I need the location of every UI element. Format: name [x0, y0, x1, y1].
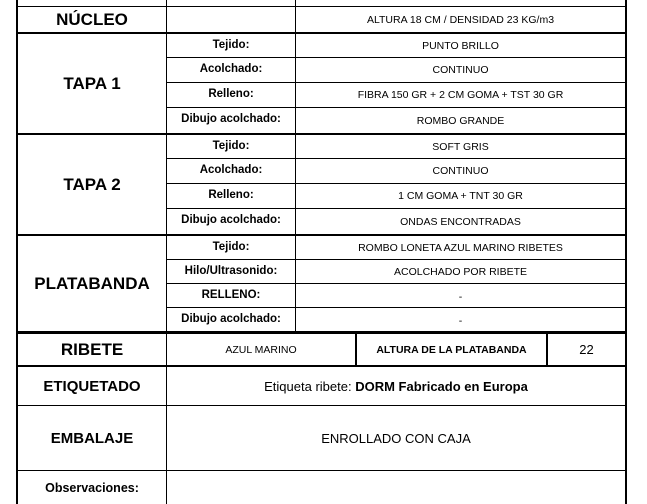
tapa2-dibujo-label: Dibujo acolchado: [181, 214, 281, 226]
altura-platabanda-label: ALTURA DE LA PLATABANDA [376, 343, 527, 356]
tapa2-label: TAPA 2 [63, 174, 121, 194]
platabanda-tejido-label: Tejido: [212, 240, 250, 253]
tapa2-tejido-label: Tejido: [212, 140, 250, 152]
tapa1-dibujo-label: Dibujo acolchado: [181, 113, 281, 125]
platabanda-hilo-label: Hilo/Ultrasonido: [184, 264, 278, 277]
tapa2-dibujo-value: ONDAS ENCONTRADAS [400, 215, 521, 228]
tapa2-acolchado-label: Acolchado: [199, 164, 263, 176]
etiquetado-bold: DORM Fabricado en Europa [355, 378, 528, 394]
platabanda-relleno-label: RELLENO: [201, 288, 261, 301]
ribete-label: RIBETE [60, 339, 124, 359]
tapa1-relleno-label: Relleno: [208, 88, 254, 100]
tapa1-dibujo-value: ROMBO GRANDE [416, 114, 505, 127]
nucleo-label: NÚCLEO [56, 9, 128, 29]
platabanda-relleno-value: - [458, 290, 463, 303]
etiquetado-prefix: Etiqueta ribete: [264, 378, 356, 394]
embalaje-value: ENROLLADO CON CAJA [321, 430, 471, 446]
tapa2-tejido-value: SOFT GRIS [432, 140, 489, 153]
tapa1-label: TAPA 1 [63, 73, 121, 93]
tapa1-acolchado-label: Acolchado: [199, 63, 263, 75]
tapa1-tejido-value: PUNTO BRILLO [422, 39, 499, 52]
altura-platabanda-value: 22 [579, 342, 594, 357]
platabanda-dibujo-label: Dibujo acolchado: [181, 312, 281, 325]
tapa1-acolchado-value: CONTINUO [432, 64, 489, 76]
observaciones-label: Observaciones: [45, 480, 139, 495]
platabanda-dibujo-value: - [458, 314, 463, 327]
tapa2-acolchado-value: CONTINUO [432, 165, 489, 177]
tapa2-relleno-value: 1 CM GOMA + TNT 30 GR [398, 190, 523, 202]
ribete-value: AZUL MARINO [225, 343, 297, 356]
tapa1-relleno-value: FIBRA 150 GR + 2 CM GOMA + TST 30 GR [357, 89, 564, 101]
tapa2-relleno-label: Relleno: [208, 189, 254, 201]
observaciones-value [167, 471, 625, 504]
tapa1-tejido-label: Tejido: [212, 39, 250, 51]
embalaje-label: EMBALAJE [50, 429, 134, 447]
nucleo-value: ALTURA 18 CM / DENSIDAD 23 KG/m3 [366, 13, 555, 26]
border-right [625, 0, 627, 504]
etiquetado-label: ETIQUETADO [43, 377, 141, 395]
platabanda-label: PLATABANDA [34, 273, 150, 293]
platabanda-tejido-value: ROMBO LONETA AZUL MARINO RIBETES [358, 241, 563, 254]
etiquetado-value [167, 367, 625, 405]
platabanda-hilo-value: ACOLCHADO POR RIBETE [393, 265, 528, 278]
